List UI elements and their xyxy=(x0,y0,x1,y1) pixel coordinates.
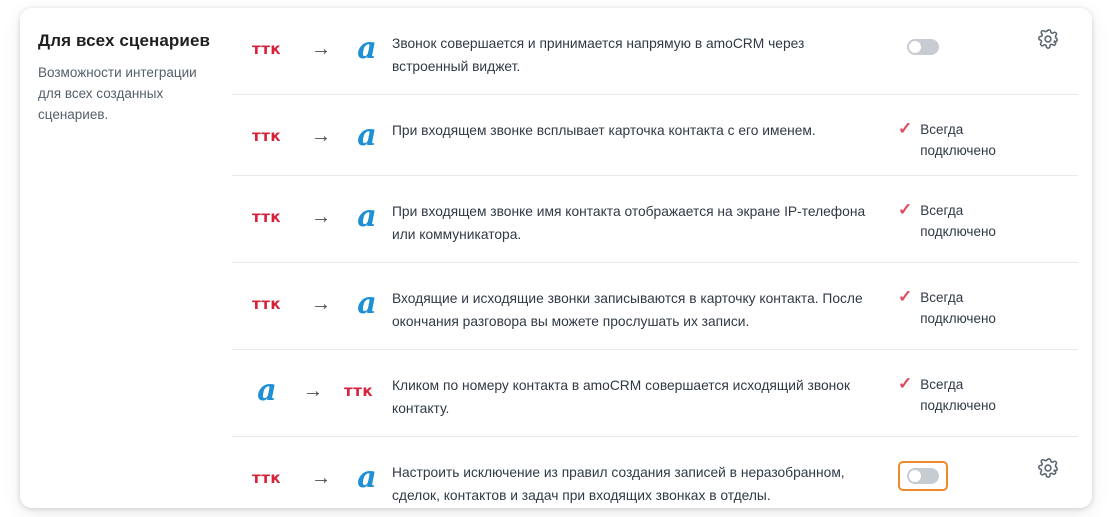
check-icon: ✓ xyxy=(898,287,913,306)
gear-icon[interactable] xyxy=(1037,28,1059,55)
feature-toggle[interactable] xyxy=(907,39,939,55)
settings-cell[interactable] xyxy=(1018,8,1078,55)
status-badge xyxy=(898,95,1018,161)
toggle-cell xyxy=(898,8,1018,62)
arrow-right-icon: → xyxy=(311,206,331,228)
status-badge xyxy=(898,176,1018,242)
status-label: Всегда подключено xyxy=(920,203,996,239)
table-row xyxy=(232,176,1078,263)
feature-description: Входящие и исходящие звонки записываются в карточку контакта. После окончания разговора вы можете прослушать их записи. xyxy=(392,291,863,329)
arrow-right-icon: → xyxy=(311,293,331,315)
status-badge xyxy=(898,263,1018,329)
table-row xyxy=(232,350,1078,437)
feature-description: Настроить исключение из правил создания записей в неразобранном, сделок, контактов и задач при входящих звонках в отделы. xyxy=(392,465,845,503)
page-title: Для всех сценариев xyxy=(38,31,211,50)
toggle-highlight-box xyxy=(898,32,948,62)
table-row xyxy=(232,8,1078,95)
table-row xyxy=(232,263,1078,350)
toggle-knob xyxy=(909,41,921,53)
ttk-logo-icon: ттк xyxy=(252,294,282,313)
sidebar-description: Возможности интеграции для всех созданных сценариев. xyxy=(38,65,197,122)
direction-flow xyxy=(232,176,392,232)
amocrm-logo-icon: a xyxy=(357,199,377,234)
ttk-logo-icon: ттк xyxy=(252,468,282,487)
status-label: Всегда подключено xyxy=(920,122,996,158)
direction-flow xyxy=(232,8,392,64)
table-row xyxy=(232,437,1078,508)
direction-flow xyxy=(232,95,392,151)
feature-description: Кликом по номеру контакта в amoCRM совершается исходящий звонок контакту. xyxy=(392,378,851,416)
amocrm-logo-icon: a xyxy=(257,373,277,408)
status-badge xyxy=(898,350,1018,416)
settings-cell[interactable] xyxy=(1018,437,1078,484)
arrow-right-icon: → xyxy=(311,38,331,60)
amocrm-logo-icon: a xyxy=(357,31,377,66)
ttk-logo-icon: ттк xyxy=(252,126,282,145)
direction-flow xyxy=(232,437,392,493)
ttk-logo-icon: ттк xyxy=(252,207,282,226)
toggle-knob xyxy=(909,470,921,482)
check-icon: ✓ xyxy=(898,119,913,138)
amocrm-logo-icon: a xyxy=(357,286,377,321)
feature-description: Звонок совершается и принимается напрямую в amoCRM через встроенный виджет. xyxy=(392,36,805,74)
feature-toggle[interactable] xyxy=(907,468,939,484)
status-label: Всегда подключено xyxy=(920,377,996,413)
arrow-right-icon: → xyxy=(303,380,323,402)
check-icon: ✓ xyxy=(898,200,913,219)
toggle-highlight-box xyxy=(898,461,948,491)
feature-description: При входящем звонке всплывает карточка контакта с его именем. xyxy=(392,123,816,138)
amocrm-logo-icon: a xyxy=(357,460,377,495)
amocrm-logo-icon: a xyxy=(357,118,377,153)
sidebar xyxy=(20,8,232,508)
direction-flow xyxy=(232,350,392,406)
table-row xyxy=(232,95,1078,176)
integration-card xyxy=(20,8,1092,508)
direction-flow xyxy=(232,263,392,319)
ttk-logo-icon: ттк xyxy=(344,381,374,400)
arrow-right-icon: → xyxy=(311,467,331,489)
gear-icon[interactable] xyxy=(1037,457,1059,484)
feature-description: При входящем звонке имя контакта отображается на экране IP-телефона или коммуникатора. xyxy=(392,204,866,242)
status-label: Всегда подключено xyxy=(920,290,996,326)
toggle-cell xyxy=(898,437,1018,491)
check-icon: ✓ xyxy=(898,374,913,393)
ttk-logo-icon: ттк xyxy=(252,39,282,58)
feature-row-list xyxy=(232,8,1092,508)
arrow-right-icon: → xyxy=(311,125,331,147)
